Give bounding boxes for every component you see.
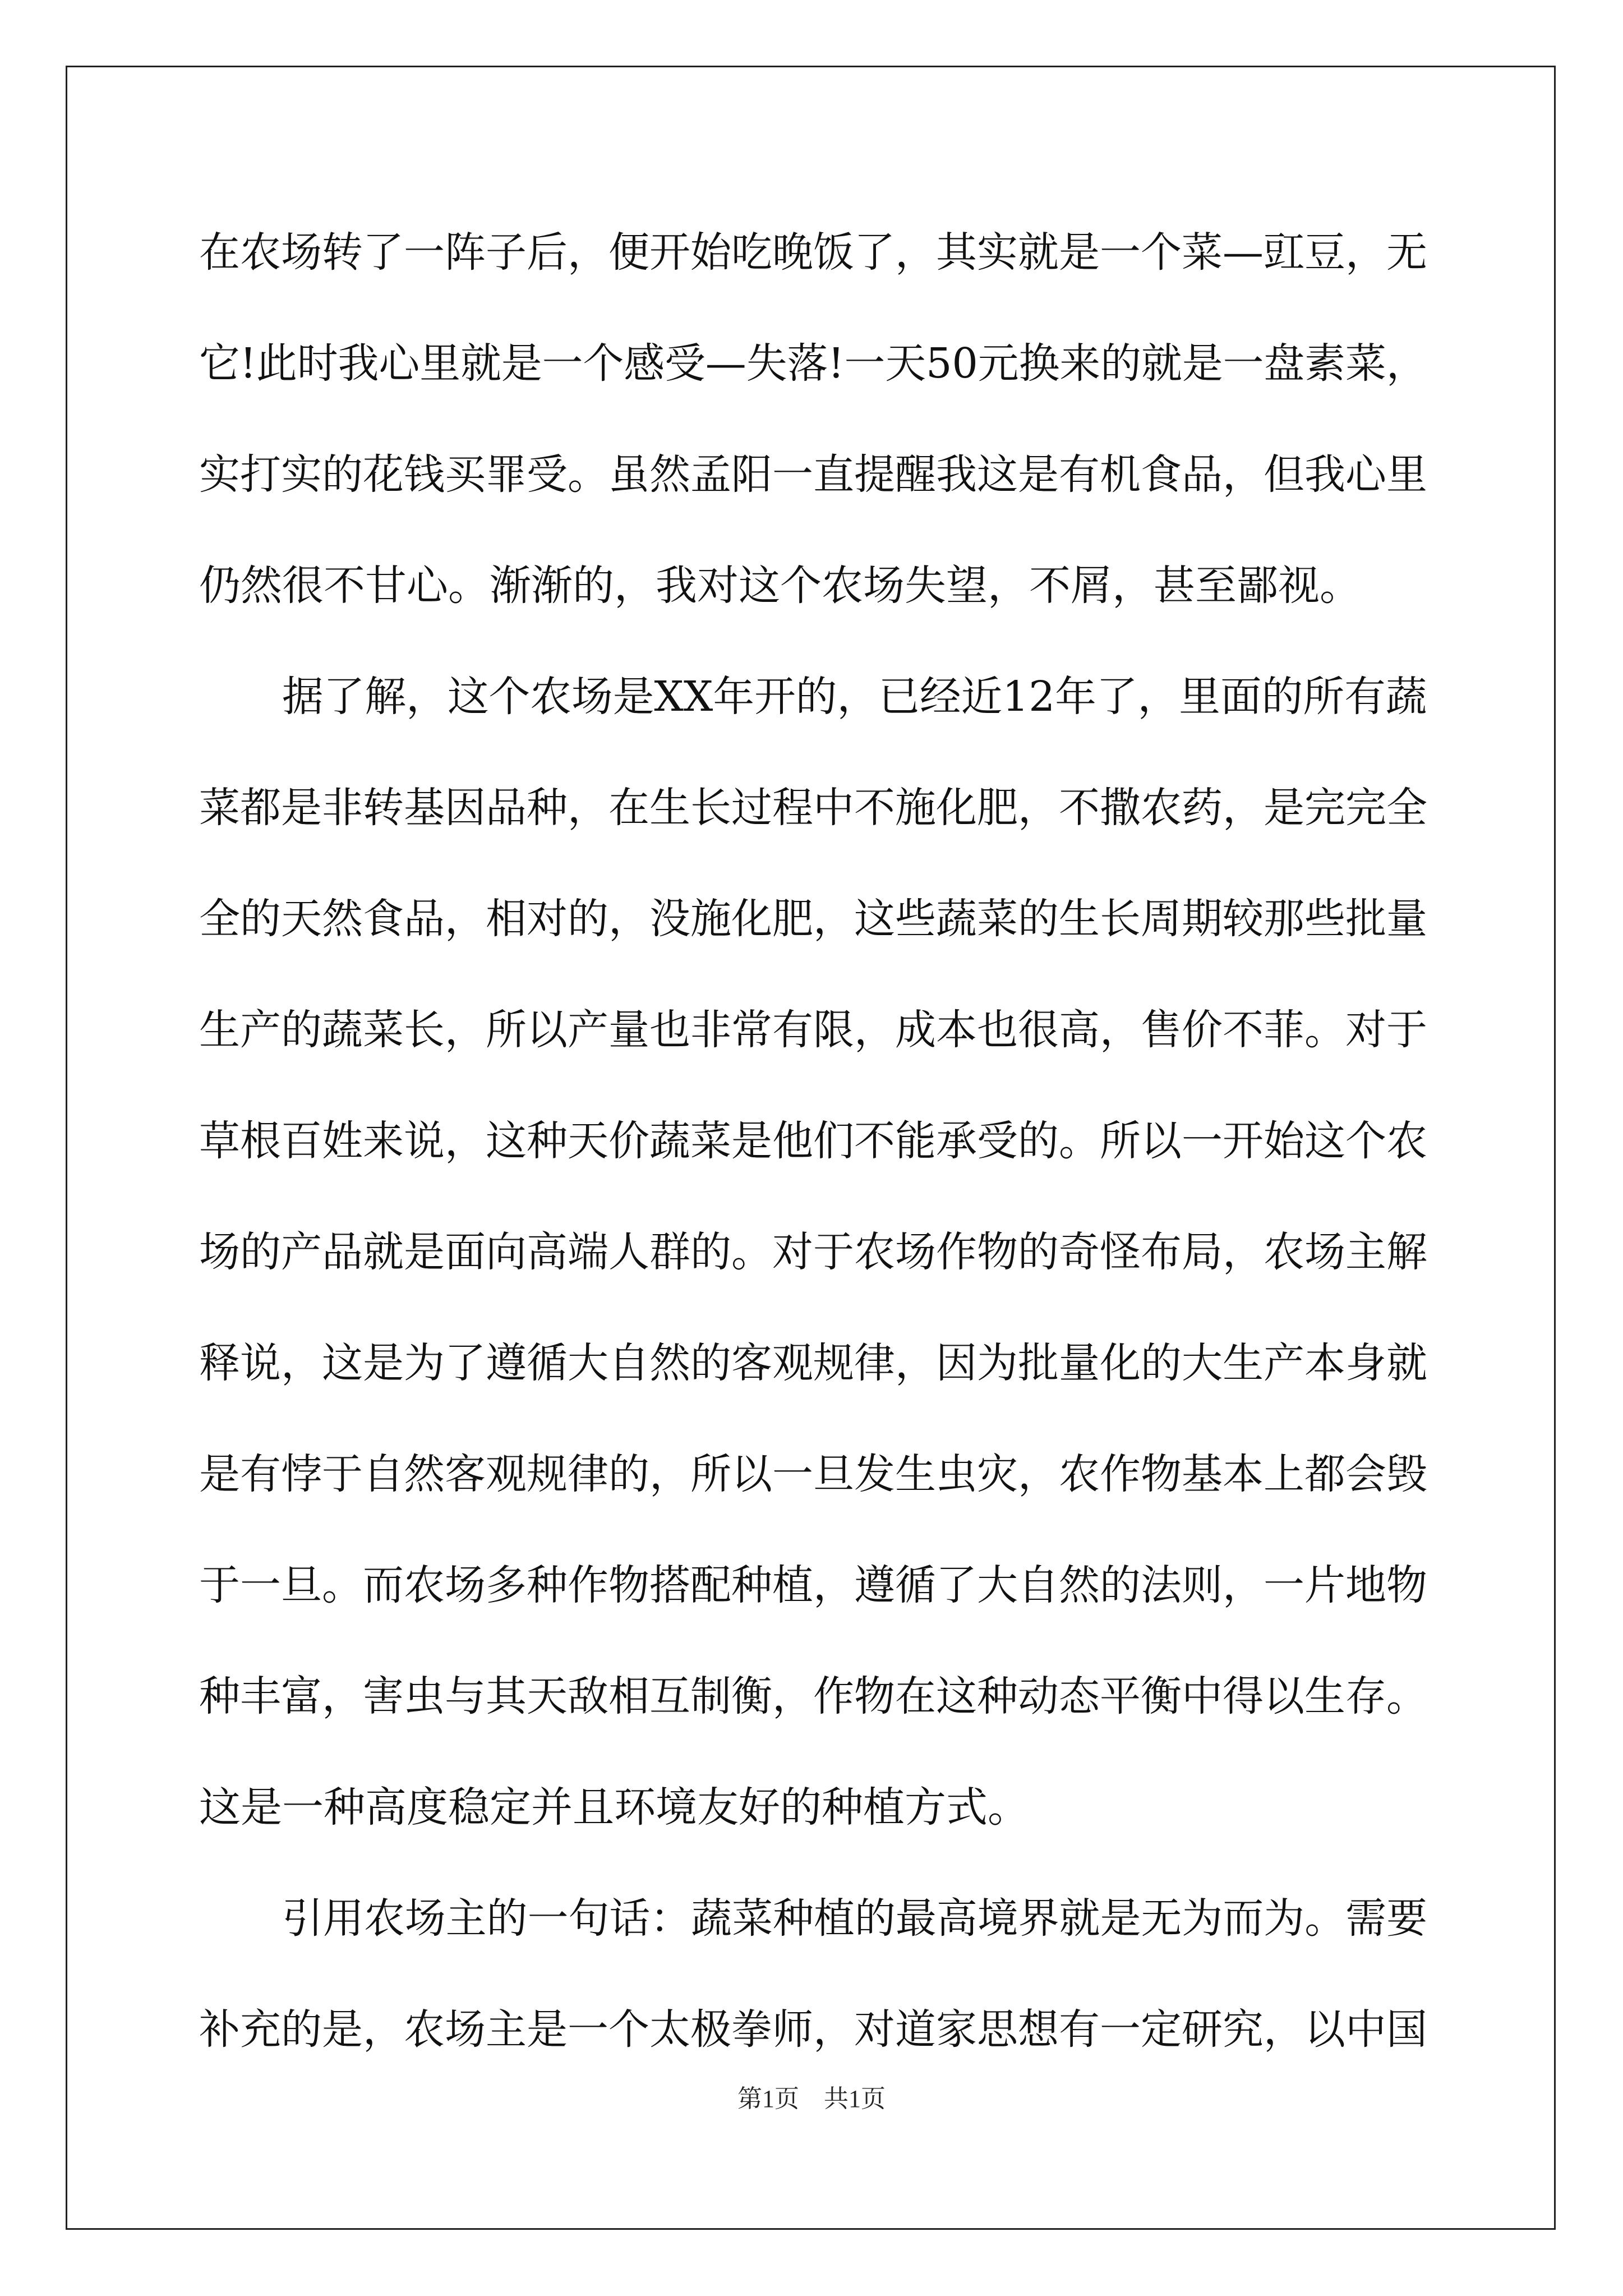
text-line: 补充的是，农场主是一个太极拳师，对道家思想有一定研究，以中国 bbox=[199, 2005, 1427, 2054]
paragraph-start-line: 据了解，这个农场是XX年开的，已经近12年了，里面的所有蔬 bbox=[282, 673, 1427, 721]
text-line: 是有悖于自然客观规律的，所以一旦发生虫灾，农作物基本上都会毁 bbox=[199, 1450, 1427, 1498]
text-line: 全的天然食品，相对的，没施化肥，这些蔬菜的生长周期较那些批量 bbox=[199, 895, 1427, 943]
text-line: 在农场转了一阵子后，便开始吃晚饭了，其实就是一个菜—豇豆，无 bbox=[199, 228, 1427, 277]
text-line: 场的产品就是面向高端人群的。对于农场作物的奇怪布局，农场主解 bbox=[199, 1228, 1427, 1276]
text-line: 生产的蔬菜长，所以产量也非常有限，成本也很高，售价不菲。对于 bbox=[199, 1006, 1427, 1054]
text-line: 这是一种高度稳定并且环境友好的种植方式。 bbox=[199, 1783, 1029, 1832]
page-number: 第1页 共1页 bbox=[737, 2085, 886, 2113]
text-line: 实打实的花钱买罪受。虽然孟阳一直提醒我这是有机食品，但我心里 bbox=[199, 450, 1427, 499]
text-line: 于一旦。而农场多种作物搭配种植，遵循了大自然的法则，一片地物 bbox=[199, 1561, 1427, 1609]
text-line: 种丰富，害虫与其天敌相互制衡，作物在这种动态平衡中得以生存。 bbox=[199, 1672, 1427, 1720]
text-line: 菜都是非转基因品种，在生长过程中不施化肥，不撒农药，是完完全 bbox=[199, 784, 1427, 832]
paragraph-start-line: 引用农场主的一句话：蔬菜种植的最高境界就是无为而为。需要 bbox=[282, 1894, 1427, 1943]
text-line: 仍然很不甘心。渐渐的，我对这个农场失望，不屑，甚至鄙视。 bbox=[199, 562, 1361, 610]
text-line: 它!此时我心里就是一个感受—失落!一天50元换来的就是一盘素菜， bbox=[199, 339, 1427, 388]
text-line: 草根百姓来说，这种天价蔬菜是他们不能承受的。所以一开始这个农 bbox=[199, 1117, 1427, 1165]
text-line: 释说，这是为了遵循大自然的客观规律，因为批量化的大生产本身就 bbox=[199, 1339, 1427, 1387]
